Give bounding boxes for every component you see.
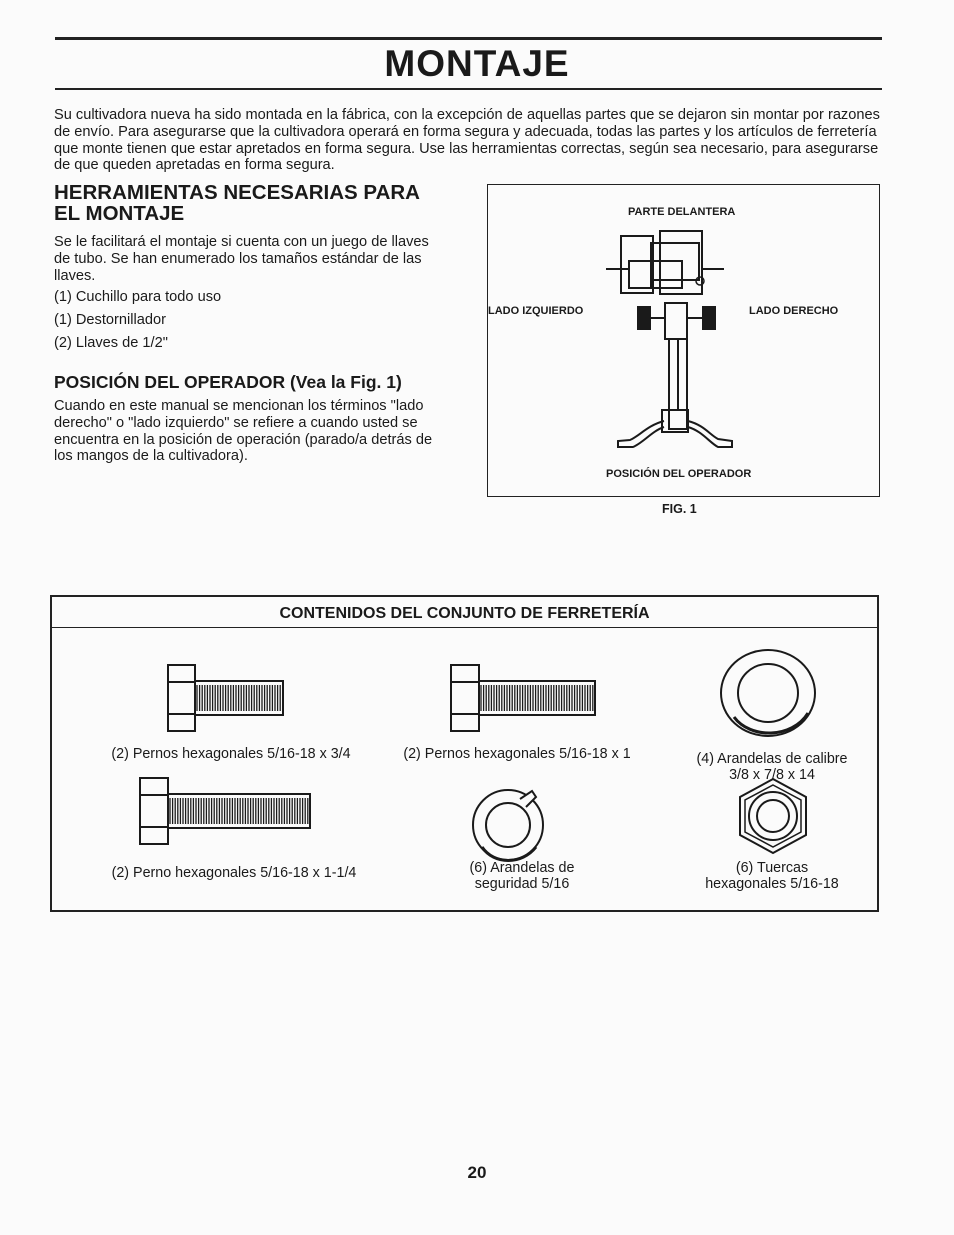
left-side-label: LADO IZQUIERDO <box>488 305 584 317</box>
flat-washer-icon <box>720 647 820 739</box>
lock-washer-icon <box>470 785 550 865</box>
hex-bolt-medium-icon <box>450 664 600 734</box>
page-number: 20 <box>467 1163 487 1182</box>
hex-bolt-short-icon <box>167 664 287 734</box>
tools-item-knife: (1) Cuchillo para todo uso <box>54 289 222 305</box>
figure-1-box <box>487 184 880 497</box>
flat-washer-label-line2: 3/8 x 7/8 x 14 <box>729 767 815 783</box>
left-tine-icon <box>637 306 651 330</box>
hardware-item-hex-nut <box>672 860 872 892</box>
hex-nut-label-line2: hexagonales 5/16-18 <box>705 876 839 892</box>
lock-washer-label-line1: (6) Arandelas de <box>469 860 575 876</box>
lock-washer-label-line2: seguridad 5/16 <box>474 876 570 892</box>
tools-heading-line2: EL MONTAJE <box>54 202 185 225</box>
hex-nut-icon <box>733 777 813 857</box>
hardware-item-lock-washer <box>422 860 622 892</box>
right-side-label: LADO DERECHO <box>749 305 839 317</box>
tools-heading-line1: HERRAMIENTAS NECESARIAS PARA <box>54 181 420 204</box>
tools-item-screwdriver: (1) Destornillador <box>54 312 166 328</box>
hardware-contents-box <box>50 595 879 912</box>
hex-nut-label-line1: (6) Tuercas <box>735 860 809 876</box>
hardware-item-bolt-short: (2) Pernos hexagonales 5/16-18 x 3/4 <box>111 746 351 762</box>
hardware-item-bolt-medium: (2) Pernos hexagonales 5/16-18 x 1 <box>403 746 631 762</box>
tools-heading <box>54 182 454 224</box>
tiller-top-view-illustration <box>488 185 879 496</box>
intro-paragraph: Su cultivadora nueva ha sido montada en la fábrica, con la excepción de aquellas partes que se dejaron sin montar por razones de envío. Para asegurarse que la cultivadora operará en forma segura y adecuada, todas las partes y los artículos de ferretería que monte tienen que estar apretados en forma segura. Use las herramientas correctas, según sea necesario, para asegurarse de que queden apretadas en forma segura. <box>54 107 880 174</box>
operator-position-label: POSICIÓN DEL OPERADOR <box>606 468 752 480</box>
right-tine-icon <box>702 306 716 330</box>
operator-text: Cuando en este manual se mencionan los términos "lado derecho" o "lado izquierdo" se refiere a cuando usted se encuentra en la posición de operación (parado/a detrás de los mangos de la cultivadora). <box>54 398 433 465</box>
figure-1-caption: FIG. 1 <box>662 502 697 516</box>
flat-washer-label-line1: (4) Arandelas de calibre <box>696 751 848 767</box>
hex-bolt-long-icon <box>139 777 319 847</box>
hardware-item-bolt-long: (2) Perno hexagonales 5/16-18 x 1-1/4 <box>111 865 357 881</box>
tools-description: Se le facilitará el montaje si cuenta con un juego de llaves de tubo. Se han enumerado los tamaños estándar de las llaves. <box>54 234 429 284</box>
hardware-heading: CONTENIDOS DEL CONJUNTO DE FERRETERÍA <box>52 597 877 628</box>
operator-heading: POSICIÓN DEL OPERADOR (Vea la Fig. 1) <box>54 372 402 392</box>
title-underline <box>55 88 882 90</box>
page-title: MONTAJE <box>384 43 570 84</box>
front-label: PARTE DELANTERA <box>628 206 736 218</box>
tools-item-wrenches: (2) Llaves de 1/2" <box>54 335 168 351</box>
